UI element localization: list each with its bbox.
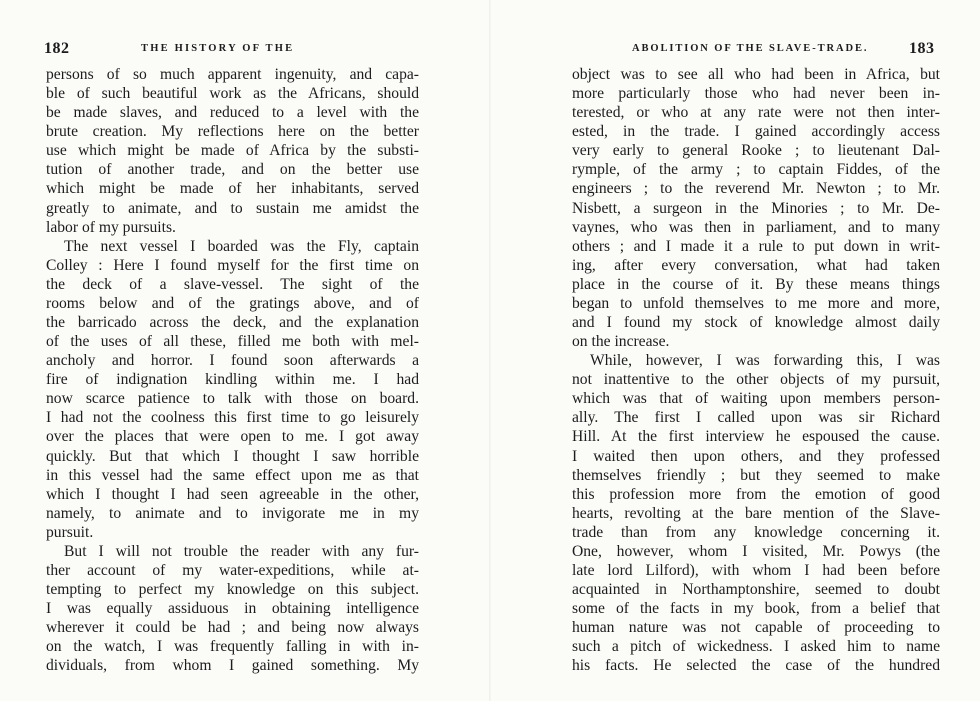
text-line: ancholy and horror. I found soon afterwards a [46, 352, 419, 370]
text-line: Nisbett, a surgeon in the Minories ; to Mr. De- [572, 199, 940, 217]
right-page [490, 0, 980, 701]
text-line: vaynes, who was then in parliament, and to many [572, 218, 940, 236]
text-line: Colley : Here I found myself for the first time on [46, 256, 419, 274]
right-page-body [572, 65, 940, 676]
text-line: quickly. But that which I thought I saw horrible [46, 447, 419, 465]
text-line: Hill. At the first interview he espoused the cause. [572, 428, 940, 446]
text-line: terested, or who at any rate were not then inter- [572, 104, 940, 122]
text-line: ally. The first I called upon was sir Richard [572, 409, 940, 427]
text-line: pursuit. [46, 523, 94, 541]
text-line: very early to general Rooke ; to lieutenant Dal- [572, 142, 940, 160]
text-line: his facts. He selected the case of the hundred [572, 657, 940, 675]
text-line: on the watch, I was frequently falling in with in- [46, 638, 419, 656]
text-line: rooms below and of the gratings above, and of [46, 294, 419, 312]
text-line: hearts, revolting at the bare mention of the Slave- [572, 504, 940, 522]
text-line: I was equally assiduous in obtaining intelligence [46, 600, 419, 618]
text-line: this profession more from the emotion of good [572, 485, 940, 503]
text-line: began to unfold themselves to me more and more, [572, 294, 940, 312]
text-line: ble of such beautiful work as the Africans, should [46, 85, 419, 103]
text-line: One, however, whom I visited, Mr. Powys (the [572, 542, 940, 560]
text-line: tempting to perfect my knowledge on this subject. [46, 581, 419, 599]
text-line: fire of indignation kindling within me. I had [46, 371, 419, 389]
text-line: not inattentive to the other objects of my pursuit, [572, 371, 940, 389]
text-line: place in the course of it. By these means things [572, 275, 940, 293]
text-line: While, however, I was forwarding this, I was [590, 352, 940, 370]
text-line: over the places that were open to me. I got away [46, 428, 419, 446]
left-page-number: 182 [44, 40, 70, 57]
text-line: ested, in the trade. I gained accordingly access [572, 123, 940, 141]
text-line: late lord Lilford), with whom I had been before [572, 562, 940, 580]
text-line: ther account of my water-expeditions, while at- [46, 562, 419, 580]
text-line: persons of so much apparent ingenuity, and capa- [46, 66, 419, 83]
text-line: I waited then upon others, and they professed [572, 447, 940, 465]
text-line: be made slaves, and reduced to a level with the [46, 104, 419, 122]
left-running-head: THE HISTORY OF THE [141, 43, 295, 54]
text-line: such a pitch of wickedness. I asked him to name [572, 638, 940, 656]
text-line: human nature was not capable of proceeding to [572, 619, 940, 637]
text-line: But I will not trouble the reader with any fur- [64, 542, 419, 560]
text-line: some of the facts in my book, from a belief that [572, 600, 940, 618]
text-line: namely, to animate and to invigorate me in my [46, 504, 419, 522]
text-line: engineers ; to the reverend Mr. Newton ; to Mr. [572, 180, 940, 198]
text-line: The next vessel I boarded was the Fly, captain [64, 237, 419, 255]
text-line: which I thought I had seen agreeable in the other, [46, 485, 419, 503]
text-line: more particularly those who had never been in- [572, 85, 940, 103]
text-line: the barricado across the deck, and the explanation [46, 314, 419, 332]
text-line: labor of my pursuits. [46, 218, 176, 236]
text-line: wherever it could be had ; and being now always [46, 619, 419, 637]
text-line: and I found my stock of knowledge almost daily [572, 314, 940, 332]
text-line: which might be made of her inhabitants, served [46, 180, 419, 198]
text-line: object was to see all who had been in Africa, but [572, 66, 940, 83]
text-line: tution of another trade, and on the better use [46, 161, 419, 179]
text-line: I had not the coolness this first time to go leisurely [46, 409, 419, 427]
text-line: themselves friendly ; but they seemed to make [572, 466, 940, 484]
text-line: others ; and I made it a rule to put down in writ- [572, 237, 940, 255]
text-line: the deck of a slave-vessel. The sight of the [46, 275, 419, 293]
text-line: greatly to animate, and to sustain me amidst the [46, 199, 419, 217]
text-line: which was that of waiting upon members person- [572, 390, 940, 408]
text-line: in this vessel had the same effect upon me as that [46, 466, 419, 484]
text-line: trade than from any knowledge concerning it. [572, 523, 940, 541]
left-page-body [46, 65, 419, 676]
text-line: on the increase. [572, 333, 670, 351]
text-line: ing, after every conversation, what had taken [572, 256, 940, 274]
text-line: dividuals, from whom I gained something. My [46, 657, 419, 675]
text-line: rymple, of the army ; to captain Fiddes, of the [572, 161, 940, 179]
right-running-head: ABOLITION OF THE SLAVE-TRADE. [632, 43, 869, 54]
text-line: now scarce patience to talk with those on board. [46, 390, 419, 408]
right-page-number: 183 [909, 40, 935, 57]
text-line: brute creation. My reflections here on the better [46, 123, 419, 141]
text-line: acquainted in Northamptonshire, seemed to doubt [572, 581, 940, 599]
text-line: of the uses of all these, filled me both with mel- [46, 333, 419, 351]
text-line: use which might be made of Africa by the substi- [46, 142, 419, 160]
